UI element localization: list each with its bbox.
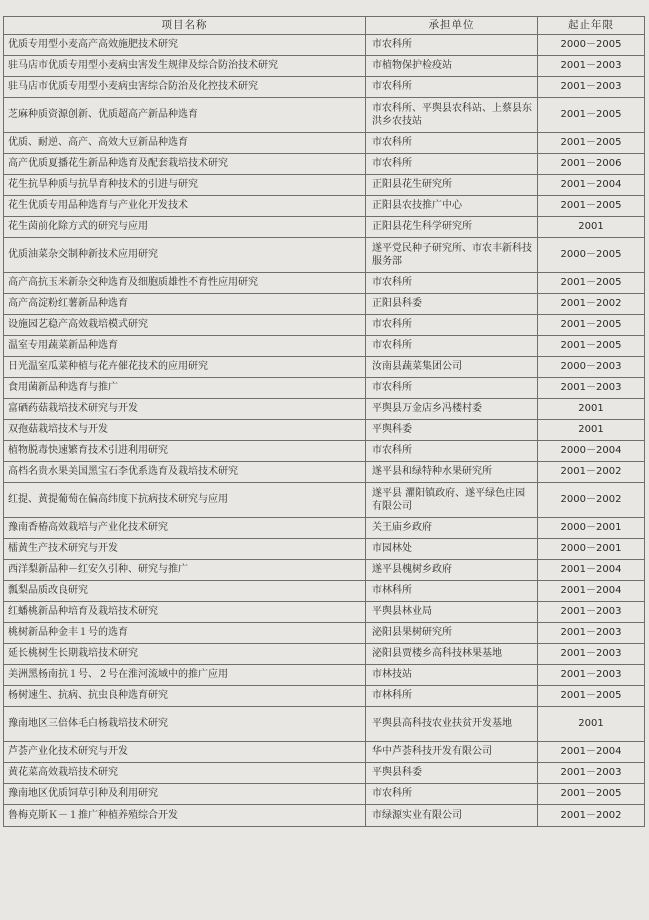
unit-cell: 平舆县科委 — [366, 763, 538, 784]
table-row — [4, 742, 645, 763]
table-row — [4, 518, 645, 539]
table-row — [4, 399, 645, 420]
years-cell: 2001－2005 — [538, 273, 645, 294]
unit-cell: 市农科所 — [366, 77, 538, 98]
project-name-cell: 设施园艺稳产高效栽培模式研究 — [4, 315, 366, 336]
project-name-cell: 豫南香椿高效栽培与产业化技术研究 — [4, 518, 366, 539]
unit-cell: 平舆县高科技农业扶贫开发基地 — [366, 707, 538, 742]
unit-cell: 市农科所 — [366, 133, 538, 154]
unit-cell: 正阳县花生研究所 — [366, 175, 538, 196]
unit-cell: 市农科所 — [366, 154, 538, 175]
table-row — [4, 707, 645, 742]
table-row — [4, 238, 645, 273]
unit-cell: 市林科所 — [366, 581, 538, 602]
project-name-cell: 鲁梅克斯Ｋ－１推广种植养殖综合开发 — [4, 805, 366, 827]
unit-cell: 市农科所 — [366, 336, 538, 357]
table-row — [4, 98, 645, 133]
years-cell: 2001－2005 — [538, 686, 645, 707]
project-name-cell: 温室专用蔬菜新品种选育 — [4, 336, 366, 357]
years-cell: 2001－2002 — [538, 294, 645, 315]
unit-cell: 市农科所 — [366, 441, 538, 462]
unit-cell: 正阳县科委 — [366, 294, 538, 315]
table-row — [4, 315, 645, 336]
table-row — [4, 686, 645, 707]
unit-cell: 正阳县农技推广中心 — [366, 196, 538, 217]
project-name-cell: 黄花菜高效栽培技术研究 — [4, 763, 366, 784]
project-table — [3, 16, 645, 827]
years-cell: 2000－2005 — [538, 238, 645, 273]
table-row — [4, 665, 645, 686]
years-cell: 2001 — [538, 217, 645, 238]
project-name-cell: 双孢菇栽培技术与开发 — [4, 420, 366, 441]
table-row — [4, 420, 645, 441]
project-name-cell: 豫南地区优质饲草引种及利用研究 — [4, 784, 366, 805]
years-cell: 2000－2001 — [538, 518, 645, 539]
project-name-cell: 花生抗旱种质与抗旱育种技术的引进与研究 — [4, 175, 366, 196]
unit-cell: 遂平党民种子研究所、市农丰新科技服务部 — [366, 238, 538, 273]
project-name-cell: 芝麻种质资源创新、优质超高产新品种选育 — [4, 98, 366, 133]
years-cell: 2000－2003 — [538, 357, 645, 378]
project-name-cell: 优质、耐逆、高产、高效大豆新品种选育 — [4, 133, 366, 154]
unit-cell: 华中芦荟科技开发有限公司 — [366, 742, 538, 763]
table-row — [4, 602, 645, 623]
project-name-cell: 红蟠桃新品种培育及栽培技术研究 — [4, 602, 366, 623]
table-row — [4, 336, 645, 357]
project-name-cell: 富硒药菇栽培技术研究与开发 — [4, 399, 366, 420]
project-name-cell: 美洲黑杨南抗１号、２号在淮河流域中的推广应用 — [4, 665, 366, 686]
project-name-cell: 豫南地区三倍体毛白杨栽培技术研究 — [4, 707, 366, 742]
unit-cell: 泌阳县贾楼乡高科技林果基地 — [366, 644, 538, 665]
project-name-cell: 瓢梨品质改良研究 — [4, 581, 366, 602]
project-name-cell: 高档名贵水果美国黑宝石李优系选育及栽培技术研究 — [4, 462, 366, 483]
project-name-cell: 红提、黄提葡萄在偏高纬度下抗病技术研究与应用 — [4, 483, 366, 518]
project-name-cell: 优质油菜杂交制种新技术应用研究 — [4, 238, 366, 273]
years-cell: 2001－2003 — [538, 378, 645, 399]
years-cell: 2001－2004 — [538, 581, 645, 602]
unit-cell: 市植物保护检疫站 — [366, 56, 538, 77]
years-cell: 2001－2006 — [538, 154, 645, 175]
years-cell: 2001－2003 — [538, 665, 645, 686]
table-row — [4, 217, 645, 238]
years-cell: 2000－2004 — [538, 441, 645, 462]
project-name-cell: 驻马店市优质专用型小麦病虫害综合防治及化控技术研究 — [4, 77, 366, 98]
unit-cell: 平舆县万金店乡冯楼村委 — [366, 399, 538, 420]
project-name-cell: 高产高抗玉米新杂交种选育及细胞质雄性不育性应用研究 — [4, 273, 366, 294]
years-cell: 2001－2002 — [538, 462, 645, 483]
table-row — [4, 581, 645, 602]
project-name-cell: 驻马店市优质专用型小麦病虫害发生规律及综合防治技术研究 — [4, 56, 366, 77]
table-row — [4, 539, 645, 560]
table-row — [4, 273, 645, 294]
years-cell: 2001－2003 — [538, 763, 645, 784]
unit-cell: 市农科所、平舆县农科站、上蔡县东洪乡农技站 — [366, 98, 538, 133]
table-row — [4, 560, 645, 581]
unit-cell: 市园林处 — [366, 539, 538, 560]
unit-cell: 市农科所 — [366, 315, 538, 336]
years-cell: 2001－2003 — [538, 56, 645, 77]
project-name-cell: 花生茵前化除方式的研究与应用 — [4, 217, 366, 238]
project-name-cell: 芦荟产业化技术研究与开发 — [4, 742, 366, 763]
table-row — [4, 196, 645, 217]
years-cell: 2001 — [538, 399, 645, 420]
table-row — [4, 35, 645, 56]
project-name-cell: 食用菌新品种选育与推广 — [4, 378, 366, 399]
unit-cell: 关王庙乡政府 — [366, 518, 538, 539]
unit-cell: 正阳县花生科学研究所 — [366, 217, 538, 238]
years-cell: 2001－2005 — [538, 98, 645, 133]
years-cell: 2001－2005 — [538, 784, 645, 805]
unit-cell: 市农科所 — [366, 273, 538, 294]
table-row — [4, 77, 645, 98]
years-cell: 2001－2004 — [538, 175, 645, 196]
header-years: 起止年限 — [538, 17, 645, 35]
unit-cell: 遂平县槐树乡政府 — [366, 560, 538, 581]
table-row — [4, 357, 645, 378]
table-row — [4, 154, 645, 175]
table-row — [4, 784, 645, 805]
table-row — [4, 763, 645, 784]
years-cell: 2001－2005 — [538, 196, 645, 217]
table-row — [4, 805, 645, 827]
project-name-cell: 杨树速生、抗病、抗虫良种选育研究 — [4, 686, 366, 707]
unit-cell: 平舆县林业局 — [366, 602, 538, 623]
years-cell: 2001－2005 — [538, 133, 645, 154]
unit-cell: 泌阳县果树研究所 — [366, 623, 538, 644]
unit-cell: 市农科所 — [366, 35, 538, 56]
table-row — [4, 623, 645, 644]
years-cell: 2001 — [538, 707, 645, 742]
unit-cell: 市绿源实业有限公司 — [366, 805, 538, 827]
unit-cell: 市农科所 — [366, 784, 538, 805]
years-cell: 2001 — [538, 420, 645, 441]
unit-cell: 汝南县蔬菜集团公司 — [366, 357, 538, 378]
years-cell: 2001－2004 — [538, 560, 645, 581]
project-name-cell: 高产高淀粉红薯新品种选育 — [4, 294, 366, 315]
years-cell: 2001－2005 — [538, 336, 645, 357]
project-name-cell: 桃树新品种金丰１号的选育 — [4, 623, 366, 644]
table-row — [4, 462, 645, 483]
years-cell: 2001－2003 — [538, 623, 645, 644]
project-name-cell: 檑黄生产技术研究与开发 — [4, 539, 366, 560]
table-row — [4, 483, 645, 518]
table-row — [4, 378, 645, 399]
years-cell: 2000－2001 — [538, 539, 645, 560]
table-body — [4, 35, 645, 827]
years-cell: 2001－2002 — [538, 805, 645, 827]
table-row — [4, 441, 645, 462]
unit-cell: 遂平县 灈阳镇政府、遂平绿色庄园有限公司 — [366, 483, 538, 518]
years-cell: 2000－2002 — [538, 483, 645, 518]
header-project-name: 项目名称 — [4, 17, 366, 35]
unit-cell: 市林科所 — [366, 686, 538, 707]
document-page — [3, 16, 644, 827]
years-cell: 2001－2004 — [538, 742, 645, 763]
unit-cell: 平舆科委 — [366, 420, 538, 441]
table-row — [4, 294, 645, 315]
project-name-cell: 延长桃树生长期栽培技术研究 — [4, 644, 366, 665]
years-cell: 2001－2003 — [538, 77, 645, 98]
table-row — [4, 56, 645, 77]
project-name-cell: 植物脱毒快速繁育技术引进利用研究 — [4, 441, 366, 462]
project-name-cell: 花生优质专用品种选育与产业化开发技术 — [4, 196, 366, 217]
project-name-cell: 西洋梨新品种－红安久引种、研究与推广 — [4, 560, 366, 581]
table-row — [4, 644, 645, 665]
project-name-cell: 优质专用型小麦高产高效施肥技术研究 — [4, 35, 366, 56]
project-name-cell: 高产优质夏播花生新品种选育及配套栽培技术研究 — [4, 154, 366, 175]
years-cell: 2000－2005 — [538, 35, 645, 56]
years-cell: 2001－2005 — [538, 315, 645, 336]
header-unit: 承担单位 — [366, 17, 538, 35]
table-row — [4, 175, 645, 196]
years-cell: 2001－2003 — [538, 644, 645, 665]
unit-cell: 市农科所 — [366, 378, 538, 399]
years-cell: 2001－2003 — [538, 602, 645, 623]
unit-cell: 遂平县和绿特种水果研究所 — [366, 462, 538, 483]
unit-cell: 市林技站 — [366, 665, 538, 686]
table-header-row — [4, 17, 645, 35]
project-name-cell: 日光温室瓜菜种植与花卉催花技术的应用研究 — [4, 357, 366, 378]
table-row — [4, 133, 645, 154]
